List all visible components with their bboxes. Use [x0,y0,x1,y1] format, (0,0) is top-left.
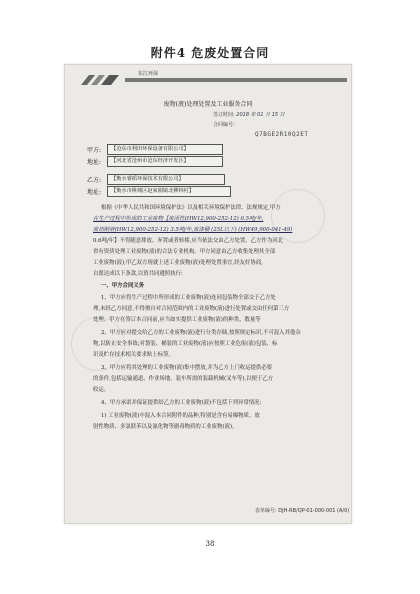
clause-line: 在生产过程中形成的工业废物【废活性(HW12,900-252-12) 0.5吨/年, [93,216,264,222]
clause-line: 理,未经乙方同意,不得擅自对合同范围内的工业废物(液)进行处置或交由任何第三方 [93,306,290,312]
clause-line: 3、甲方应将其处理的工业废物(液)集中摆放,并为乙方上门收运提供必要 [101,365,273,371]
form-code: 表单编号: DJH-RB/QP-01-000-001 (A/0) [255,508,350,514]
page-title: 附件4 危废处置合同 [150,46,270,60]
clause-line: 物,以防止安全事故;对袋装、桶装的工业废物(液)应按照工业危废(液)包装、标 [93,341,278,347]
clause-line: 处理。甲方在签订本合同前,应当如实提供工业废物(液)的种类、数量等 [93,317,261,323]
clause-line: 0.6吨/年】不得随意排放、弃置或者转移,应当依法交由乙方处置。乙方作为河北 [93,238,283,244]
party-a-address: 【河北省沧州市沧东经济开发区】 [107,156,223,167]
clause-line: 2、甲方应对提交给乙方的工业废物(液)进行分类存储,按照规定标识,不可混入其他杂 [101,330,301,336]
sign-date-value: 2018 年 01 月 15 日 [236,112,285,118]
party-b-address: 【衡水市桃城区赵家圈镇北柳林村】 [107,186,231,197]
clause-line: 1) 工业废物(液)中混入本合同附件的品种,特别是含有易爆物质、放 [101,413,260,419]
clause-line: 省有资质处理工业废物(液)的合法专业机构。甲方同意由乙方收集处理其全部 [93,249,276,255]
page-number: 38 [205,540,215,548]
clause-line: 自愿达成以下条款,以资共同遵照执行: [93,271,183,277]
sign-date-label: 签订时间: [213,112,235,118]
company-logo-icon [79,73,121,87]
contract-number: Q7BGE2R10Q2ET [255,131,309,138]
clause-line: 废切削液(HW12,900-252-12) 3.5吨/年,废漆桶 (25L以下) (HW49,900-041-49) [93,227,293,233]
contract-number-label: 合同编号: [213,122,235,128]
clause-line: 工业废物(液),甲乙双方现就上述工业废物(液)处理处置事宜,经友好协商, [93,260,263,266]
clause-line: 收运。 [93,387,110,393]
clause-line: 1、甲方应将生产过程中所形成的工业废物(液)连同包装物全部交于乙方处 [101,295,276,301]
clause-line: 的条件,包括运输通道、作业场地、装车所需的装载机械(叉车等),以便于乙方 [93,376,274,382]
party-a-address-label: 地址: [87,159,102,166]
clause-line: 根据《中华人民共和国环境保护法》以及相关环境保护法律、法规规定,甲方 [101,205,281,211]
section-heading: 一、甲方合同义务 [101,283,145,289]
company-logo-text: 东江环保 [138,71,159,77]
party-a-name: 【沧东市利田环保设备有限公司】 [107,144,223,155]
party-b-address-label: 地址: [87,189,102,196]
logo-band [125,78,347,82]
party-b-name: 【衡水睿韬环保技术有限公司】 [107,174,225,185]
scanned-contract-page [64,64,352,524]
clause-line: 射性物质、多氯联苯以及氰化物等剧毒物质的工业废物(液)。 [93,424,238,430]
sign-date [213,111,285,118]
clause-line: 4、甲方承诺并保证提供给乙方的工业废物(液)不包括下列异常情况: [101,400,262,406]
clause-line: 识及贮存技术相关要求贴上标签。 [93,352,174,358]
contract-title: 废物(液)处理处置及工业服务合同 [163,101,253,108]
party-b-label: 乙方: [87,177,102,184]
party-a-label: 甲方: [87,147,102,154]
